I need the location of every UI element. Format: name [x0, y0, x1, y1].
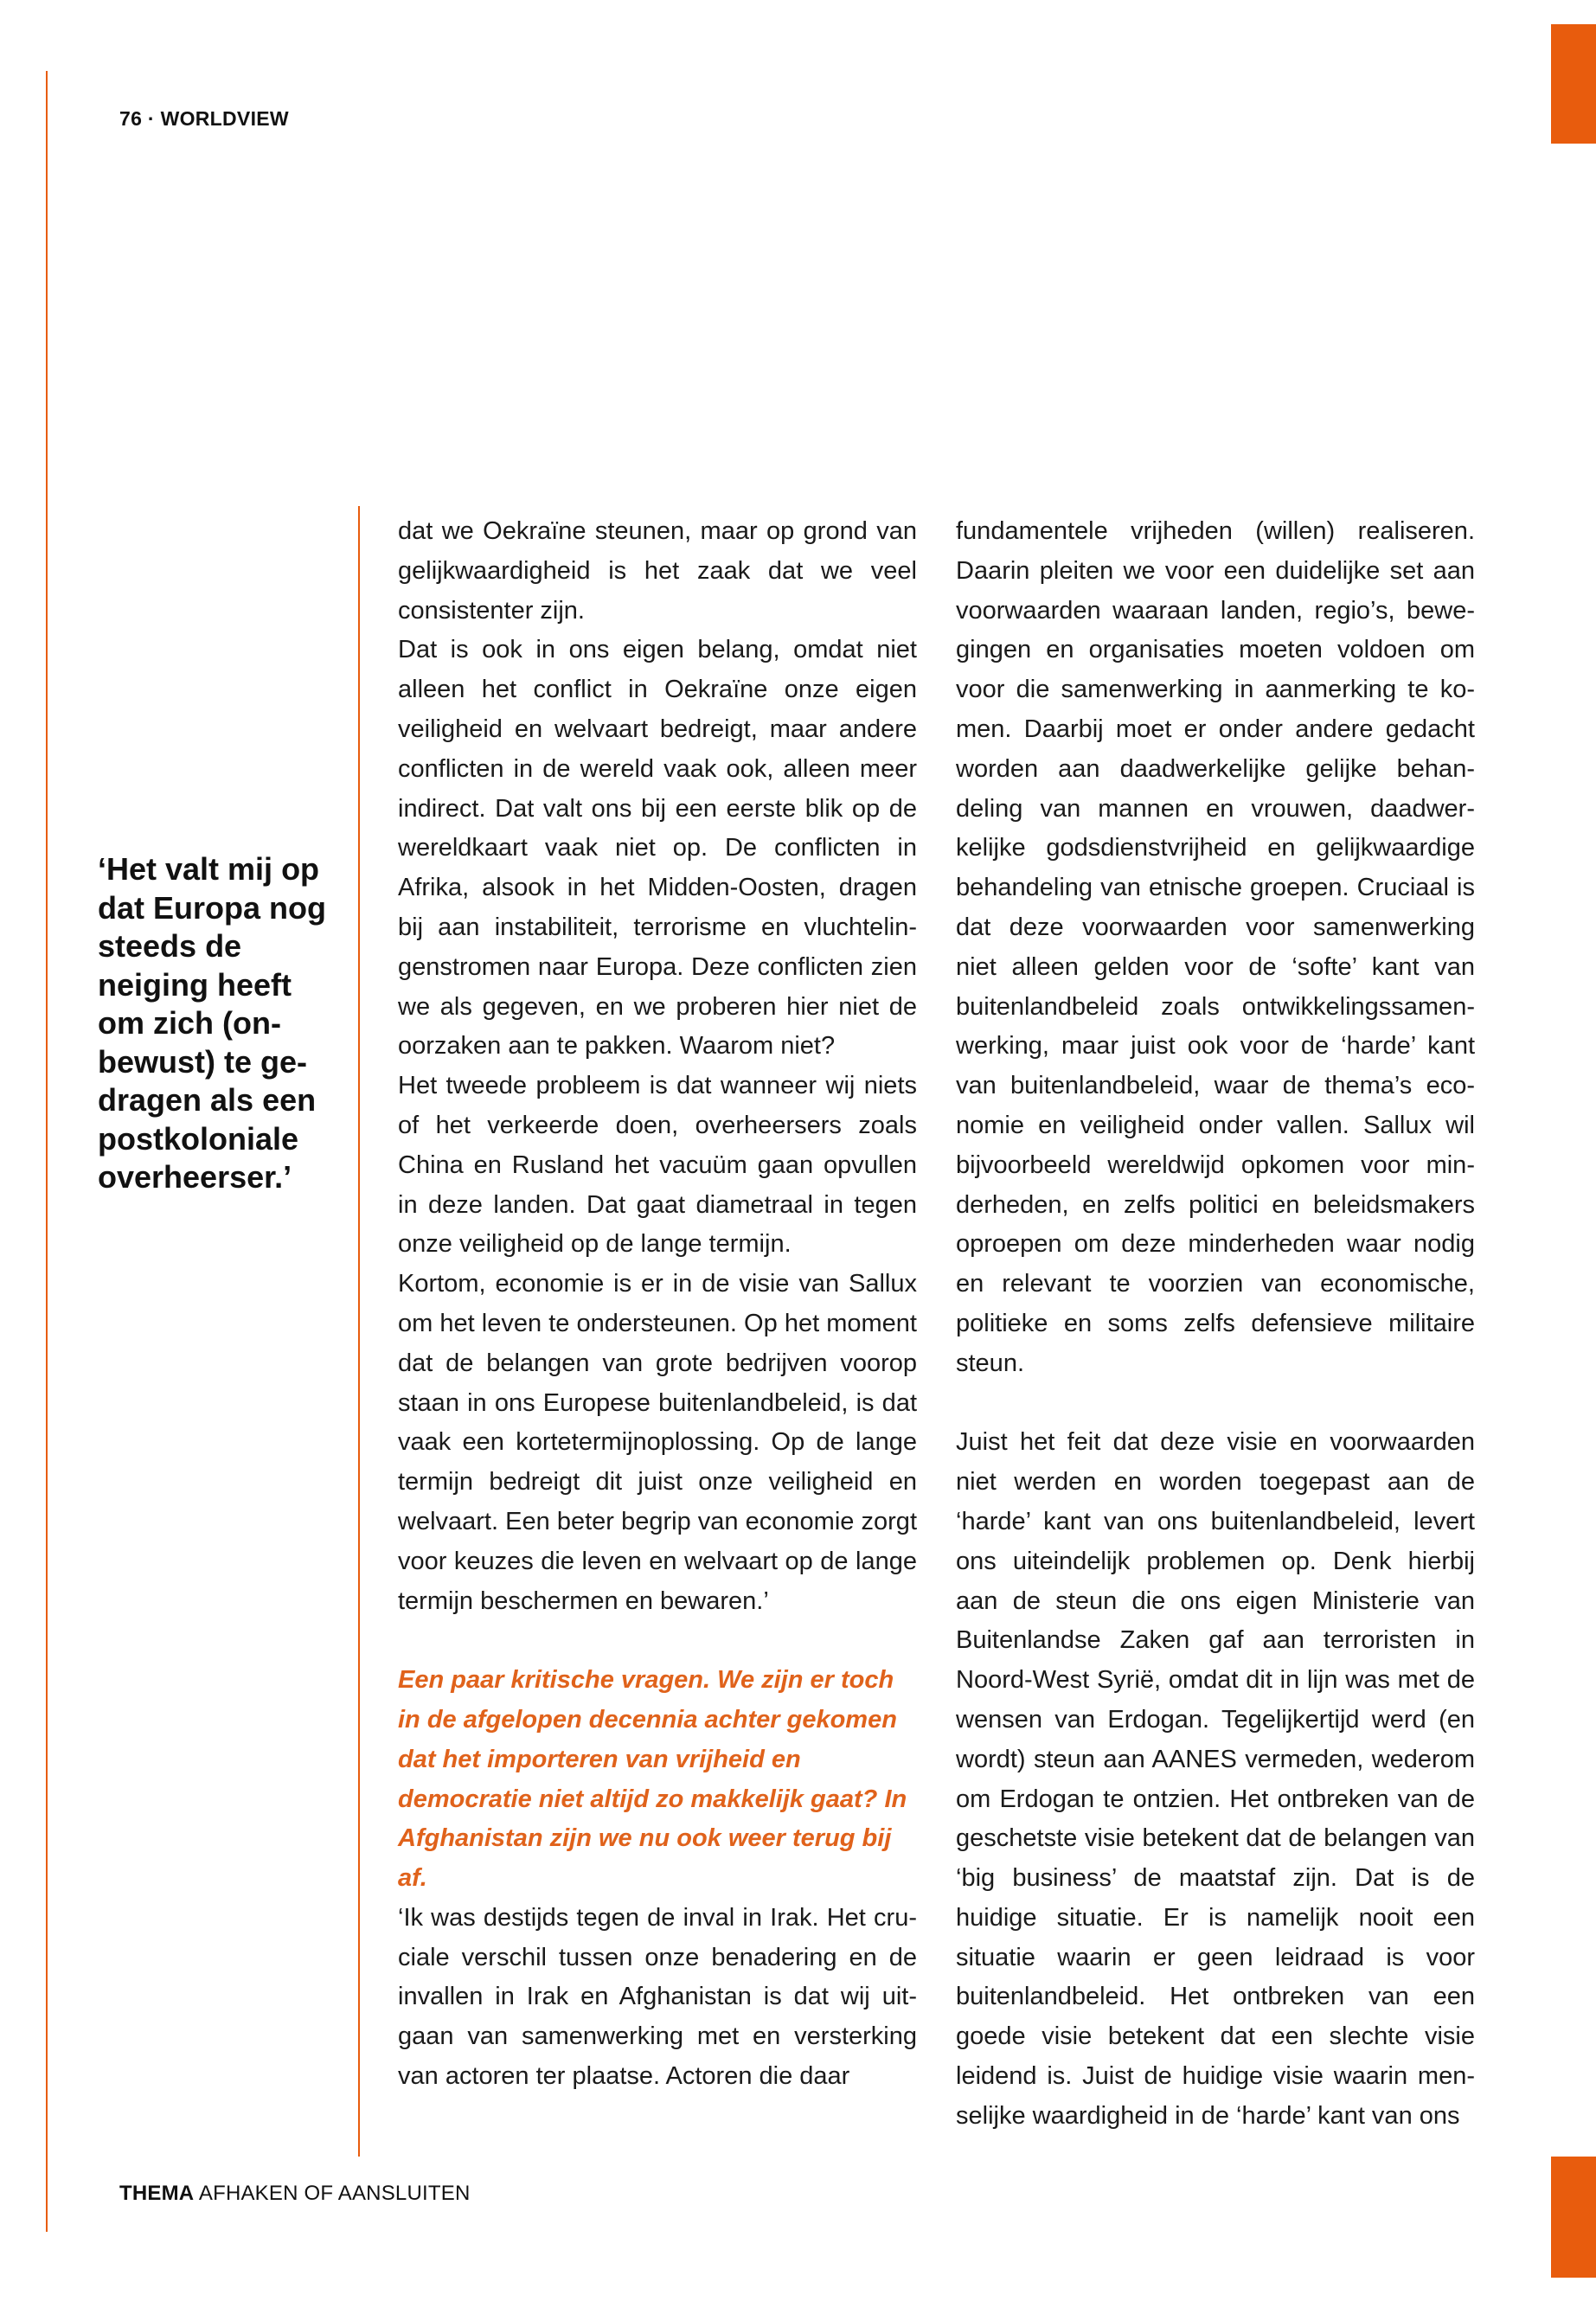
pullquote-divider-rule [358, 506, 360, 2157]
page-number: 76 [119, 107, 143, 130]
pull-quote-text: ‘Het valt mij op dat Europa nog steeds de neiging heeft om zich (onbewust) te gedragen als een postkoloniale overheerser.’ [98, 851, 326, 1195]
left-accent-rule [46, 71, 48, 2232]
text-column-2 [956, 512, 1475, 2137]
paragraph: Dat is ook in ons eigen belang, omdat niet alleen het conflict in Oekraïne onze eigen veiligheid en welvaart bedreigt, maar andere conflicten in de wereld vaak ook, alleen meer indirect. Dat valt ons bij een eerste blik op de wereldkaart vaak niet op. De conflicten in Afrika, alsook in het Midden-Oosten, dragen bij aan instabiliteit, terrorisme en vluchtelingenstromen naar Europa. Deze conflicten zien we als gegeven, en we proberen hier niet de oorzaken aan te pakken. Waarom niet? [398, 636, 917, 1061]
paragraph: Kortom, economie is er in de visie van Sallux om het leven te ondersteunen. Op het moment dat de belangen van grote bedrijven voorop staan in ons Europese buitenlandbeleid, is dat vaak een kortetermijnoplossing. Op de lange termijn bedreigt dit juist onze veiligheid en welvaart. Een beter begrip van economie zorgt voor keuzes die leven en welvaart op de lange termijn beschermen en bewaren.’ [398, 1270, 917, 1615]
pull-quote [98, 850, 336, 1197]
running-header [119, 107, 289, 131]
footer-theme-title: AFHAKEN OF AANSLUITEN [198, 2182, 471, 2205]
paragraph: Het tweede probleem is dat wanneer wij niets of het verkeerde doen, overheersers zoals China en Rusland het vacuüm gaan opvullen in deze landen. Dat gaat diametraal in tegen onze veiligheid op de lange termijn. [398, 1072, 917, 1259]
orange-page-tab-bottom [1551, 2157, 1596, 2278]
section-name: WORLDVIEW [160, 107, 289, 130]
paragraph: Juist het feit dat deze visie en voorwaarden niet werden en worden toegepast aan de ‘harde’ kant van ons buitenlandbeleid, levert ons uiteindelijk problemen op. Denk hierbij aan de steun die ons eigen Ministerie van Buitenlandse Zaken gaf aan terroristen in Noord-West Syrië, omdat dit in lijn was met de wensen van Erdogan. Tegelijkertijd werd (en wordt) steun aan AANES vermeden, wederom om Erdogan te ontzien. Het ontbreken van de geschetste visie betekent dat de belangen van ‘big business’ de maatstaf zijn. Dat is de huidige situatie. Er is namelijk nooit een situatie waarin er geen leidraad is voor buitenlandbeleid. Het ontbreken van een goede visie betekent dat een slechte visie leidend is. Juist de huidige visie waarin menselijke waardigheid in de ‘harde’ kant van ons [956, 1428, 1475, 2130]
running-footer [119, 2182, 470, 2206]
interview-question: Een paar kritische vragen. We zijn er toch in de afgelopen decennia achter gekomen dat het importeren van vrijheid en democratie niet altijd zo makkelijk gaat? In Afghanistan zijn we nu ook weer terug bij af. [398, 1666, 907, 1893]
paragraph: fundamentele vrijheden (willen) realiseren. Daarin pleiten we voor een duidelijke set aan voorwaarden waaraan landen, regio’s, bewegingen en organisaties moeten voldoen om voor die samenwerking in aanmerking te komen. Daarbij moet er onder andere gedacht worden aan daadwerkelijke gelijke behandeling van mannen en vrouwen, daadwerkelijke godsdienstvrijheid en gelijkwaardige behandeling van etnische groepen. Cruciaal is dat deze voorwaarden voor samenwerking niet alleen gelden voor de ‘softe’ kant van buitenlandbeleid zoals ontwikkelingssamenwerking, maar juist ook voor de ‘harde’ kant van buitenlandbeleid, waar de thema’s economie en veiligheid onder vallen. Sallux wil bijvoorbeeld wereldwijd opkomen voor minderheden, en zelfs politici en beleidsmakers oproepen om deze minderheden waar nodig en relevant te voorzien van economische, politieke en soms zelfs defensieve militaire steun. [956, 517, 1475, 1377]
header-separator: · [147, 107, 155, 130]
paragraph: ‘Ik was destijds tegen de inval in Irak. Het cruciale verschil tussen onze benadering en de invallen in Irak en Afghanistan is dat wij uitgaan van samenwerking met en versterking van actoren ter plaatse. Actoren die daar [398, 1903, 917, 2091]
orange-page-tab-top [1551, 24, 1596, 144]
paragraph: dat we Oekraïne steunen, maar op grond van gelijkwaardigheid is het zaak dat we veel consistenter zijn. [398, 517, 917, 625]
footer-theme-label: THEMA [119, 2182, 195, 2205]
text-column-1 [398, 512, 917, 2097]
